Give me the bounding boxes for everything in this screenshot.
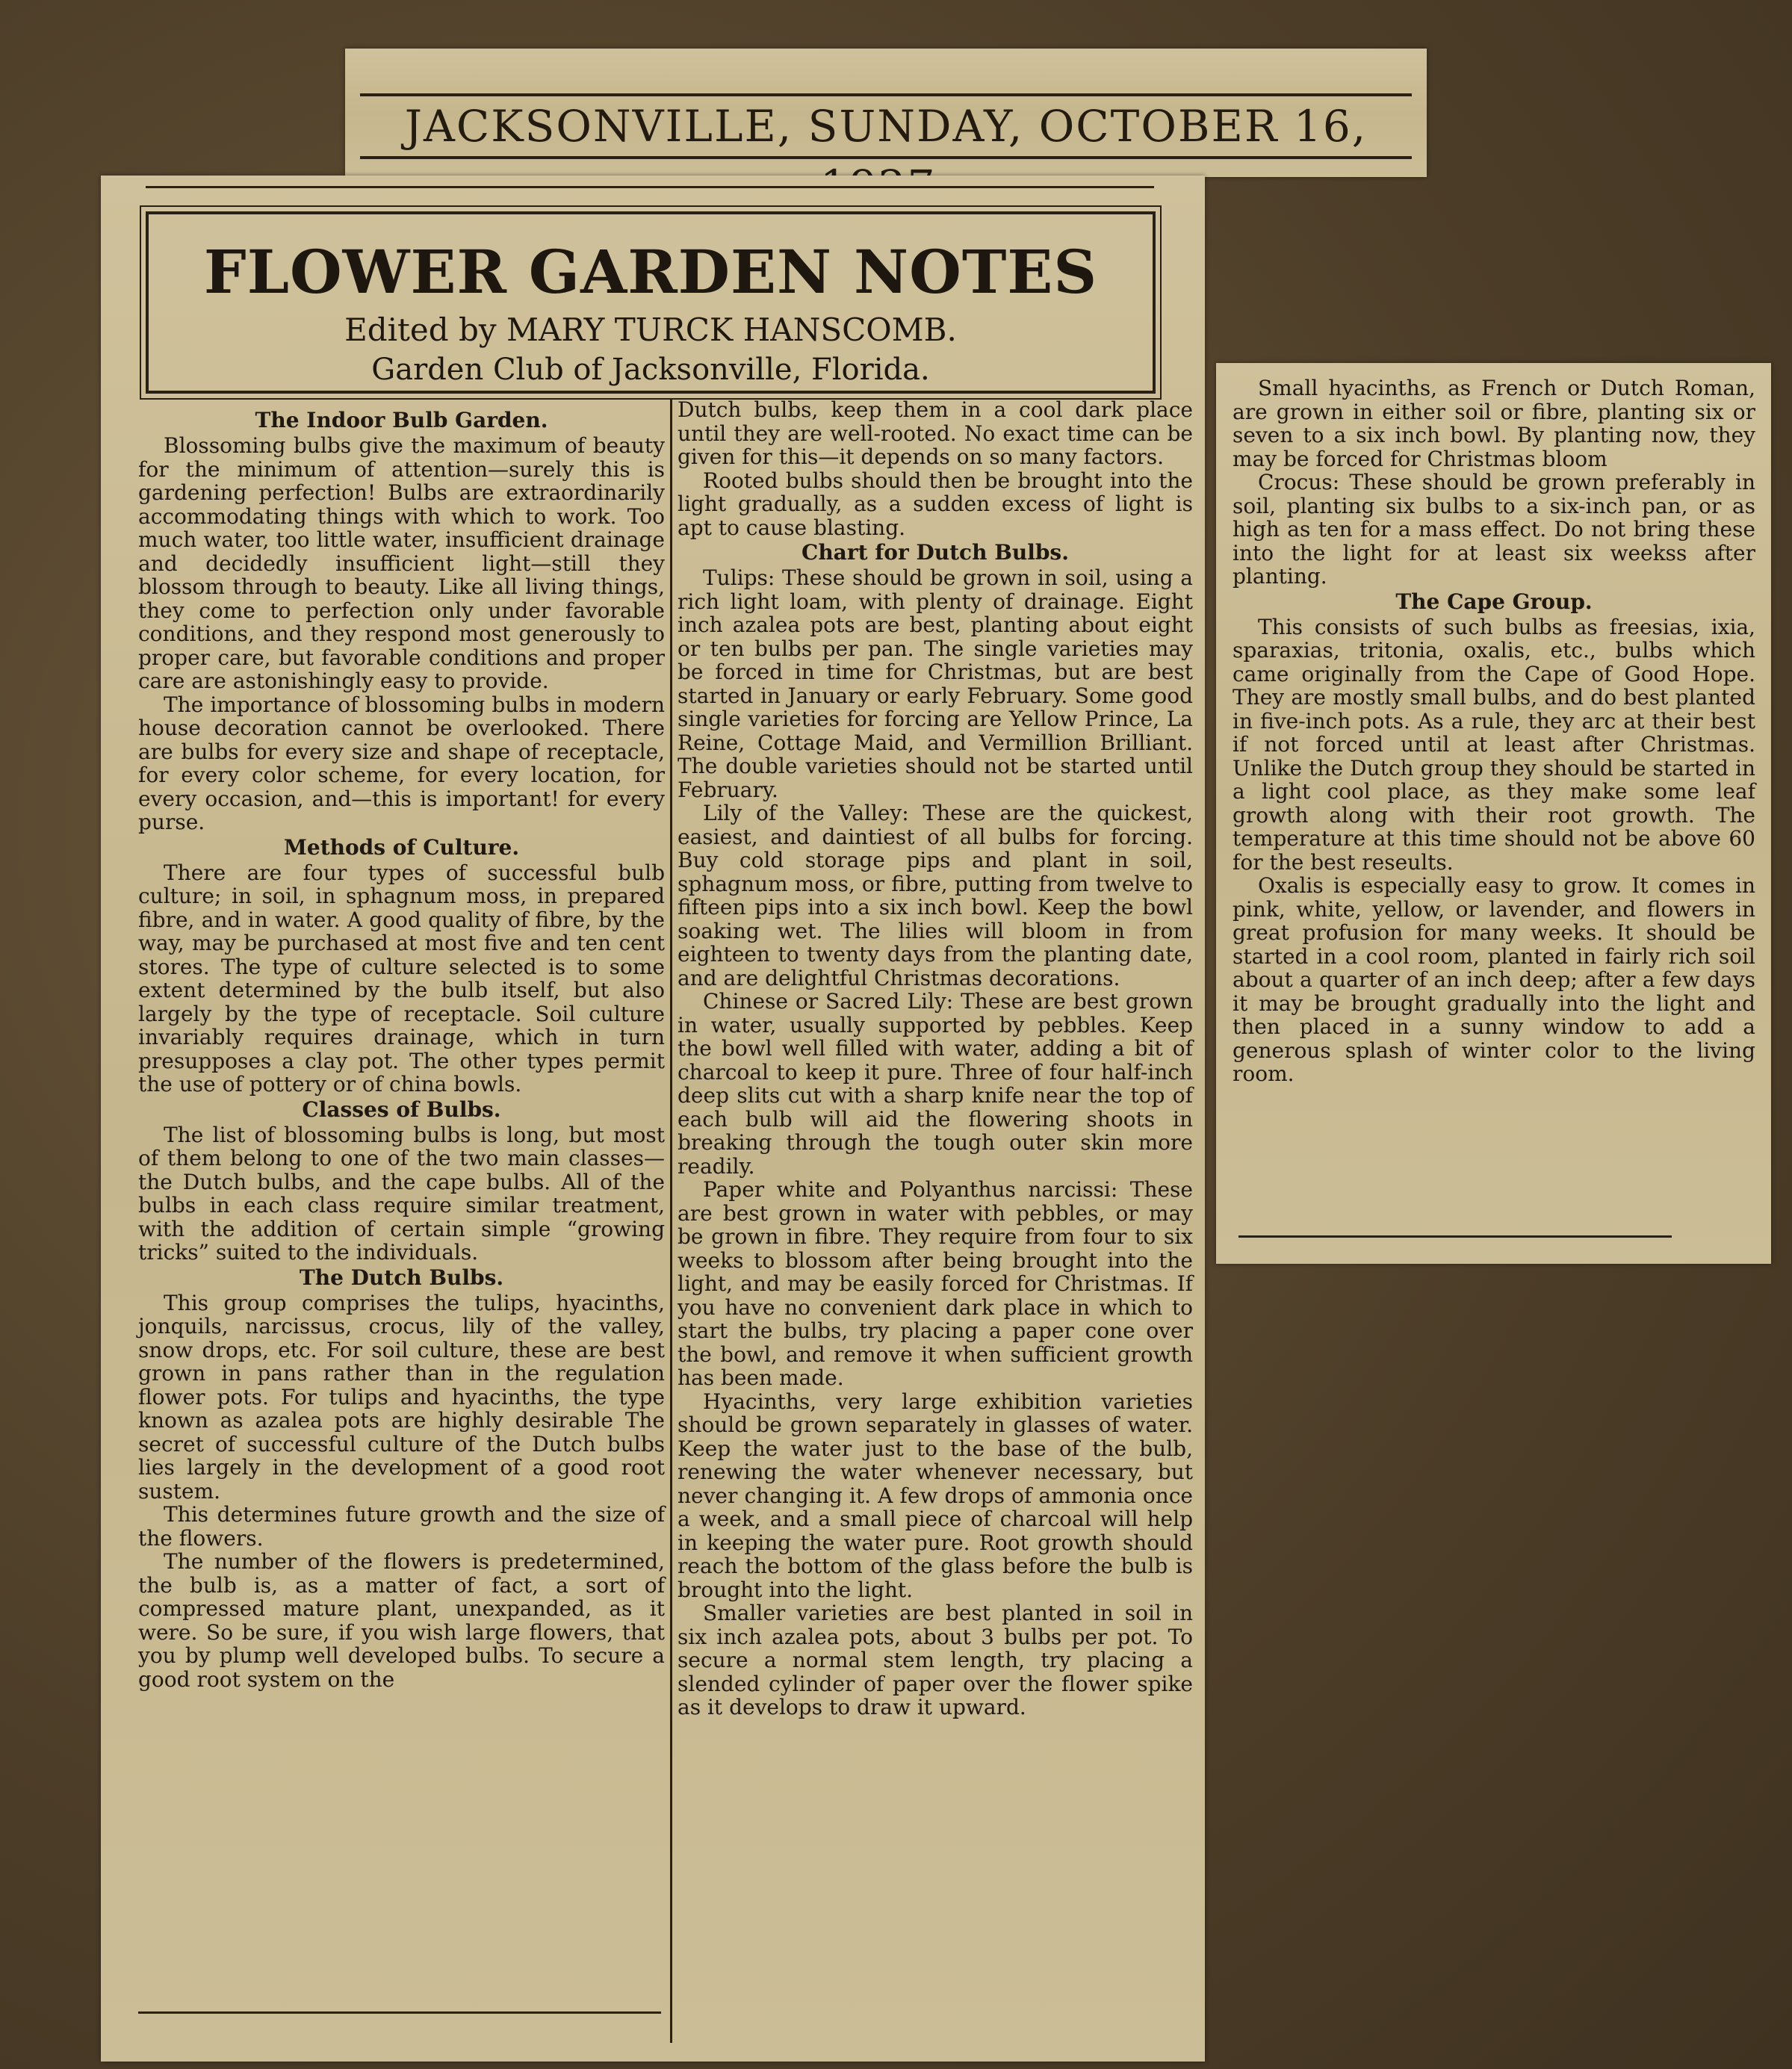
paragraph: This consists of such bulbs as freesias, ixia, sparaxias, tritonia, oxalis, etc., bulbs which came originally from the Cape of Good Hope. They are mostly small bulbs, and do best planted in five-inch pots. As a rule, they arc at their best if not forced until at least after Christmas. Unlike the Dutch group they should be started in a light cool place, as they make some leaf growth along with their root growth. The temperature at this time should not be above 60 for the best reseults. [1233, 614, 1755, 875]
article-header [146, 211, 1156, 394]
article-editor: Edited by MARY TURCK HANSCOMB. [344, 311, 957, 348]
paragraph: Oxalis is especially easy to grow. It comes in pink, white, yellow, or lavender, and flowers in great profusion for many weeks. It should be started in a cool room, planted in fairly rich soil about a quarter of an inch deep; after a few days it may be brought gradually into the light and then placed in a sunny window to add a generous splash of winter color to the living room. [1233, 873, 1755, 1086]
article-club: Garden Club of Jacksonville, Florida. [371, 353, 930, 387]
dateline-clipping [345, 49, 1427, 177]
paragraph: Hyacinths, very large exhibition varieties should be grown separately in glasses of water. Keep the water just to the base of the bulb, renewing the water whenever necessary, but never changing it. A few drops of ammonia once a week, and a small piece of charcoal will help in keeping the water pure. Root growth should reach the bottom of the glass before the bulb is brought into the light. [678, 1389, 1193, 1602]
paragraph: Smaller varieties are best planted in soil in six inch azalea pots, about 3 bulbs per pot. To secure a normal stem length, try placing a slended cylinder of paper over the flower spike as it develops to draw it upward. [678, 1601, 1193, 1719]
paragraph: Paper white and Polyanthus narcissi: These are best grown in water with pebbles, or may be grown in fibre. They require from four to six weeks to blossom after being brought into the light, and may be easily forced for Christmas. If you have no convenient dark place in which to start the bulbs, try placing a paper cone over the bowl, and remove it when sufficient growth has been made. [678, 1177, 1193, 1390]
column-1 [138, 407, 665, 1691]
dateline-text: JACKSONVILLE, SUNDAY, OCTOBER 16, [360, 93, 1412, 159]
bottom-rule [138, 2011, 661, 2014]
main-article-clipping [101, 176, 1205, 2062]
end-rule [1238, 1235, 1672, 1238]
paragraph: Chinese or Sacred Lily: These are best grown in water, usually supported by pebbles. Keep the bowl well filled with water, adding a bit of charcoal to keep it pure. Three of four half-inch deep slits cut with a sharp knife near the top of each bulb will aid the flowering shoots in breaking through the tough outer skin more readily. [678, 989, 1193, 1179]
paragraph: The importance of blossoming bulbs in modern house decoration cannot be overlooked. There are bulbs for every size and shape of receptacle, for every color scheme, for every location, for every occasion, and—this is important! for every purse. [138, 692, 665, 834]
heading-indoor-bulb-garden: The Indoor Bulb Garden. [255, 408, 548, 432]
paragraph: Blossoming bulbs give the maximum of beauty for the minimum of attention—surely this is gardening perfection! Bulbs are extraordinarily accommodating things with which to work. Too much water, too little water, insufficient drainage and decidedly insufficient light—still they blossom through to beauty. Like all living things, they come to perfection only under favorable conditions, and they respond most generously to proper care, but favorable conditions and proper care are astonishingly easy to provide. [138, 433, 665, 693]
article-title: FLOWER GARDEN NOTES [203, 237, 1098, 307]
paragraph: Dutch bulbs, keep them in a cool dark place until they are well-rooted. No exact time can be given for this—it depends on so many factors. [678, 397, 1193, 469]
paragraph: The number of the flowers is predetermined, the bulb is, as a matter of fact, a sort of compressed mature plant, unexpanded, as it were. So be sure, if you wish large flowers, that you by plump well developed bulbs. To secure a good root system on the [138, 1549, 665, 1692]
paragraph: Tulips: These should be grown in soil, using a rich light loam, with plenty of drainage. Eight inch azalea pots are best, planting about eight or ten bulbs per pan. The single varieties may be forced in time for Christmas, but are best started in January or early February. Some good single varieties for forcing are Yellow Prince, La Reine, Cottage Maid, and Vermillion Brilliant. The double varieties should not be started until February. [678, 565, 1193, 802]
heading-dutch-bulbs: The Dutch Bulbs. [299, 1265, 504, 1290]
heading-classes-of-bulbs: Classes of Bulbs. [302, 1096, 501, 1122]
side-column-clipping [1216, 363, 1771, 1264]
heading-cape-group: The Cape Group. [1395, 589, 1593, 614]
heading-chart-dutch-bulbs: Chart for Dutch Bulbs. [802, 540, 1069, 565]
column-2 [678, 398, 1193, 1719]
paragraph: Small hyacinths, as French or Dutch Roman, are grown in either soil or fibre, planting six or seven to a six inch bowl. By planting now, they may be forced for Christmas bloom [1233, 376, 1755, 471]
paragraph: Crocus: These should be grown preferably in soil, planting six bulbs to a six-inch pan, or as high as ten for a mass effect. Do not bring these into the light for at least six weekss after planting. [1233, 470, 1755, 589]
heading-methods-of-culture: Methods of Culture. [283, 834, 520, 860]
column-divider [670, 400, 672, 2043]
paragraph: The list of blossoming bulbs is long, but most of them belong to one of the two main classes—the Dutch bulbs, and the cape bulbs. All of the bulbs in each class require similar treatment, with the addition of certain simple “growing tricks” suited to the individuals. [138, 1122, 665, 1265]
paragraph: Rooted bulbs should then be brought into the light gradually, as a sudden excess of light is apt to cause blasting. [678, 468, 1193, 540]
paragraph: This determines future growth and the size of the flowers. [138, 1502, 665, 1551]
paragraph: There are four types of successful bulb culture; in soil, in sphagnum moss, in prepared fibre, and in water. A good quality of fibre, by the way, may be purchased at most five and ten cent stores. The type of culture selected is to some extent determined by the bulb itself, but also largely by the type of receptacle. Soil culture invariably requires drainage, which in turn presupposes a clay pot. The other types permit the use of pottery or of china bowls. [138, 860, 665, 1096]
paragraph: Lily of the Valley: These are the quickest, easiest, and daintiest of all bulbs for forcing. Buy cold storage pips and plant in soil, sphagnum moss, or fibre, putting from twelve to fifteen pips into a six inch bowl. Keep the bowl soaking wet. The lilies will bloom in from eighteen to twenty days from the planting date, and are delightful Christmas decorations. [678, 801, 1193, 990]
top-rule [146, 186, 1154, 188]
column-3 [1233, 376, 1755, 1086]
paragraph: This group comprises the tulips, hyacinths, jonquils, narcissus, crocus, lily of the valley, snow drops, etc. For soil culture, these are best grown in pans rather than in the regulation flower pots. For tulips and hyacinths, the type known as azalea pots are highly desirable The secret of successful culture of the Dutch bulbs lies largely in the development of a good root sustem. [138, 1290, 665, 1504]
